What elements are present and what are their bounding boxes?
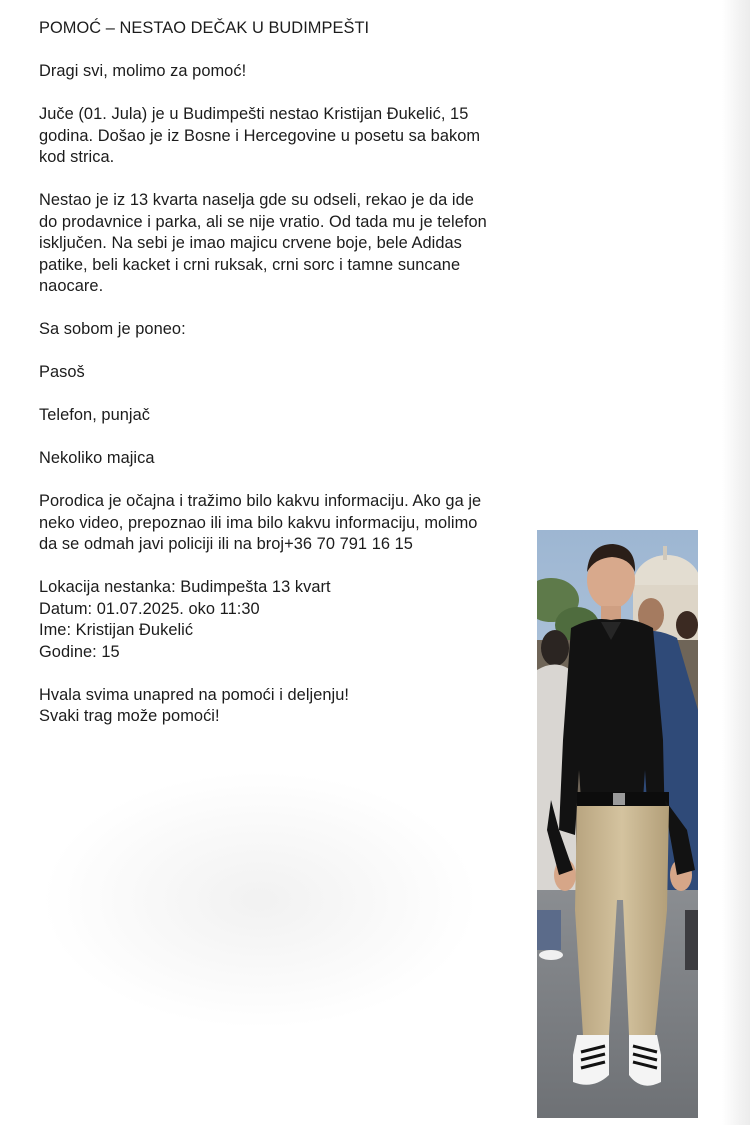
- details-block: [39, 577, 539, 663]
- paragraph-line: naocare.: [39, 277, 104, 295]
- page-edge-shade: [722, 0, 750, 1125]
- detail-location: Lokacija nestanka: Budimpešta 13 kvart: [39, 578, 331, 596]
- detail-name: Ime: Kristijan Đukelić: [39, 621, 194, 639]
- paragraph-line: patike, beli kacket i crni ruksak, crni sorc i tamne suncane: [39, 255, 461, 274]
- detail-age: Godine: 15: [39, 642, 120, 661]
- taken-item-shirts: Nekoliko majica: [39, 449, 155, 467]
- paragraph-line: do prodavnice i parka, ali se nije vratio. Od tada mu je telefon: [39, 212, 487, 231]
- missing-boy-photo: [537, 530, 698, 1118]
- paragraph-line: Juče (01. Jula) je u Budimpešti nestao Kristijan Đukelić, 15: [39, 105, 469, 123]
- paragraph-line: kod strica.: [39, 148, 115, 166]
- greeting: Dragi svi, molimo za pomoć!: [39, 62, 247, 80]
- taken-item-passport: Pasoš: [39, 363, 85, 381]
- post-title: POMOĆ – NESTAO DEČAK U BUDIMPEŠTI: [39, 19, 370, 37]
- paragraph-disappearance: [39, 104, 539, 169]
- closing-note: Svaki trag može pomoći!: [39, 707, 220, 725]
- closing-thanks: Hvala svima unapred na pomoći i deljenju!: [39, 685, 349, 704]
- paragraph-appeal: [39, 491, 539, 556]
- faded-watermark: [40, 770, 480, 1030]
- taken-item-phone: Telefon, punjač: [39, 406, 151, 424]
- contact-phone-line: da se odmah javi policiji ili na broj+36 70 791 16 15: [39, 535, 413, 553]
- post-text: [39, 18, 539, 728]
- paragraph-line: godina. Došao je iz Bosne i Hercegovine u posetu sa bakom: [39, 126, 481, 145]
- paragraph-line: isključen. Na sebi je imao majicu crvene boje, bele Adidas: [39, 234, 462, 252]
- paragraph-line: Porodica je očajna i tražimo bilo kakvu informaciju. Ako ga je: [39, 492, 482, 510]
- paragraph-line: Nestao je iz 13 kvarta naselja gde su odseli, rekao je da ide: [39, 191, 474, 209]
- detail-date: Datum: 01.07.2025. oko 11:30: [39, 599, 260, 618]
- paragraph-line: neko video, prepoznao ili ima bilo kakvu informaciju, molimo: [39, 513, 478, 532]
- paragraph-description: [39, 190, 539, 298]
- taken-items-heading: Sa sobom je poneo:: [39, 320, 186, 338]
- closing-block: [39, 685, 539, 728]
